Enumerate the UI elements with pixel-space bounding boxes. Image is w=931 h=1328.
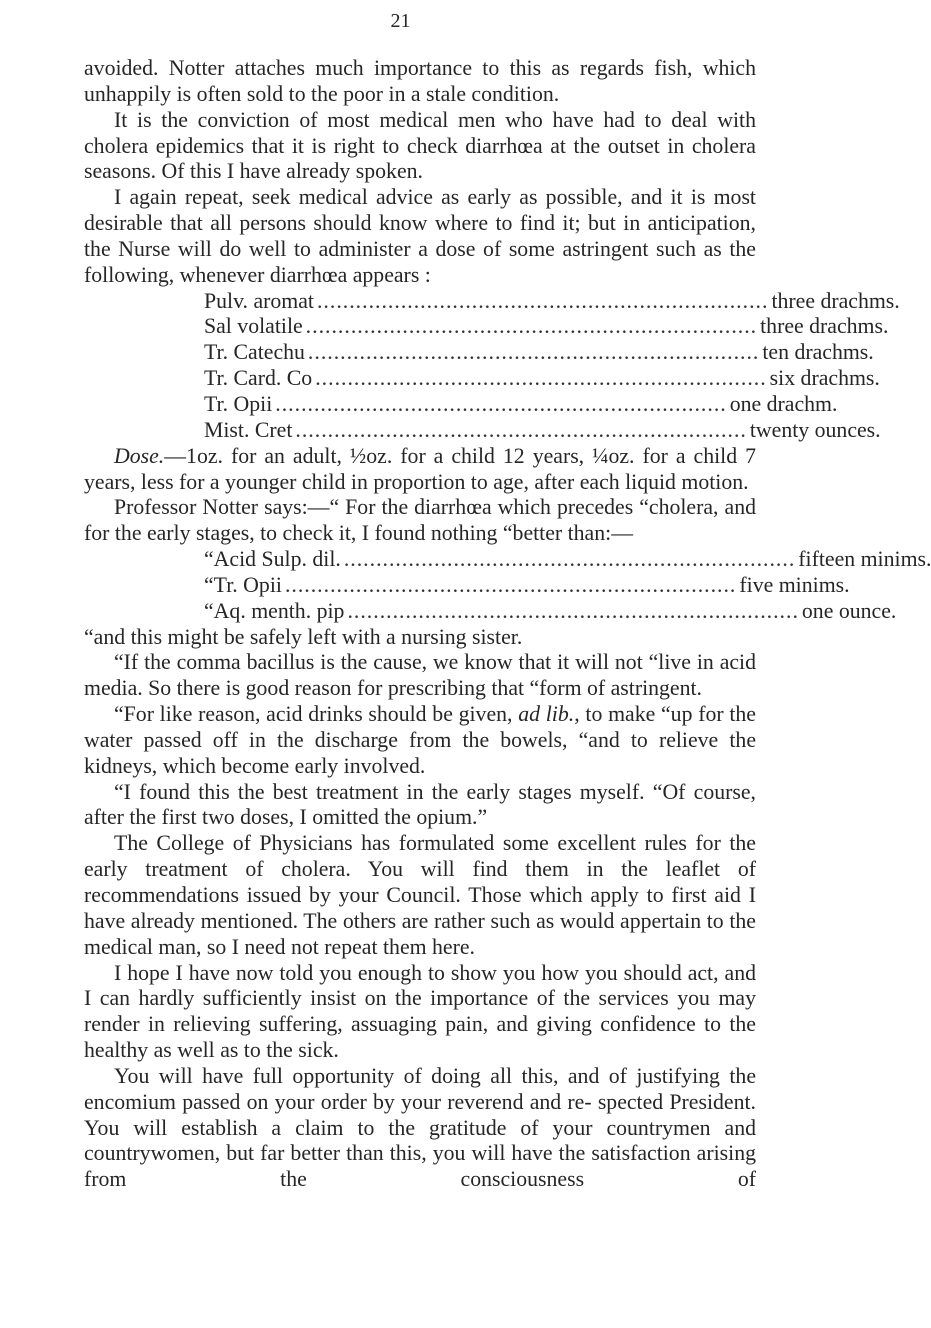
leader-dots: ...................................................................... [307,340,760,365]
recipe-2-row [84,547,931,573]
paragraph-2: It is the conviction of most medical men who have had to deal with cholera epidemics that it is right to check diarrhœa at the outset in cholera seasons. Of this I have already spoken. [84,107,756,184]
drug-dose: six drachms. [769,366,880,391]
recipe-1-row [84,340,874,366]
paragraph-7 [84,702,756,780]
drug-name: “Aq. menth. pip [204,598,345,623]
recipe-2-row [84,598,897,625]
leader-dots: ...................................................................... [275,391,727,416]
paragraph-6: “If the comma bacillus is the cause, we know that it will not “live in acid media. So there is good reason for prescribing that “form of astringent. [84,650,756,701]
page-number: 21 [390,10,411,32]
paragraph-5: “and this might be safely left with a nursing sister. [84,624,523,649]
drug-dose: one drachm. [729,391,838,416]
drug-name: “Acid Sulp. dil. [204,547,341,572]
dose-label: Dose. [114,443,165,468]
leader-dots: ...................................................................... [343,547,796,572]
paragraph-7-start: “For like reason, acid drinks should be given, [114,702,519,727]
recipe-1-row [84,288,900,315]
drug-dose: fifteen minims. [798,547,931,572]
recipe-1-row [84,366,880,392]
drug-dose: twenty ounces. [749,417,881,442]
recipe-2 [84,547,931,625]
drug-name: Pulv. aromat [204,288,314,313]
recipe-1-row [84,417,881,444]
leader-dots: ...................................................................... [316,288,769,313]
leader-dots: ...................................................................... [315,366,767,391]
paragraph-3: I again repeat, seek medical advice as early as possible, and it is most desirable that all persons should know where to find it; but in anticipation, the Nurse will do well to administer a dose of some astringent such as the following, whenever diarrhœa appears : [84,185,756,287]
drug-name: Tr. Catechu [204,340,305,365]
drug-dose: three drachms. [760,314,889,339]
dose-text: —1oz. for an adult, ½oz. for a child 12 years, ¼oz. for a child 7 years, less for a younger child in proportion to age, after each liquid motion. [84,443,756,494]
paragraph-10: I hope I have now told you enough to show you how you should act, and I can hardly sufficiently insist on the importance of the services you may render in relieving suffering, assuaging pain, and giving confidence to the healthy as well as to the sick. [84,960,756,1063]
paragraph-9: The College of Physicians has formulated some excellent rules for the early treatment of cholera. You will find them in the leaflet of recommendations issued by your Council. Those which apply to first aid I have already mentioned. The others are rather such as would appertain to the medical man, so I need not repeat them here. [84,831,756,959]
drug-name: Tr. Opii [204,391,273,416]
dose-paragraph [84,444,756,496]
drug-name: Sal volatile [204,314,303,339]
paragraph-1: avoided. Notter attaches much importance to this as regards fish, which unhappily is often sold to the poor in a stale condition. [84,56,756,106]
body-text [84,56,931,1193]
drug-name: Tr. Card. Co [204,366,313,391]
paragraph-7-italic: ad lib. [518,702,575,727]
recipe-2-row [84,572,850,599]
drug-name: “Tr. Opii [204,572,282,597]
paragraph-4: Professor Notter says:—“ For the diarrhœa which precedes “cholera, and for the early stages, to check it, I found nothing “better than:— [84,495,756,546]
leader-dots: ...................................................................... [305,314,758,339]
paragraph-7-end: , to make “up for the water passed off in the discharge from the bowels, “and to relieve the kidneys, which become early involved. [84,702,756,778]
drug-dose: ten drachms. [762,340,874,365]
drug-dose: five minims. [739,572,850,597]
drug-dose: three drachms. [771,288,900,313]
recipe-1-row [84,391,838,418]
leader-dots: ...................................................................... [284,572,737,597]
leader-dots: ...................................................................... [295,417,747,442]
recipe-1 [84,288,900,444]
leader-dots: ...................................................................... [347,598,799,623]
drug-dose: one ounce. [801,598,897,623]
recipe-1-row [84,314,889,340]
paragraph-11: You will have full opportunity of doing all this, and of justifying the encomium passed on your order by your reverend and re- spected President. You will establish a claim to the gratitude of your countrymen and countrywomen, but far better than this, you will have the satisfaction arising from the consciousness of [84,1063,756,1192]
paragraph-8: “I found this the best treatment in the early stages myself. “Of course, after the first two doses, I omitted the opium.” [84,779,756,830]
drug-name: Mist. Cret [204,417,293,442]
